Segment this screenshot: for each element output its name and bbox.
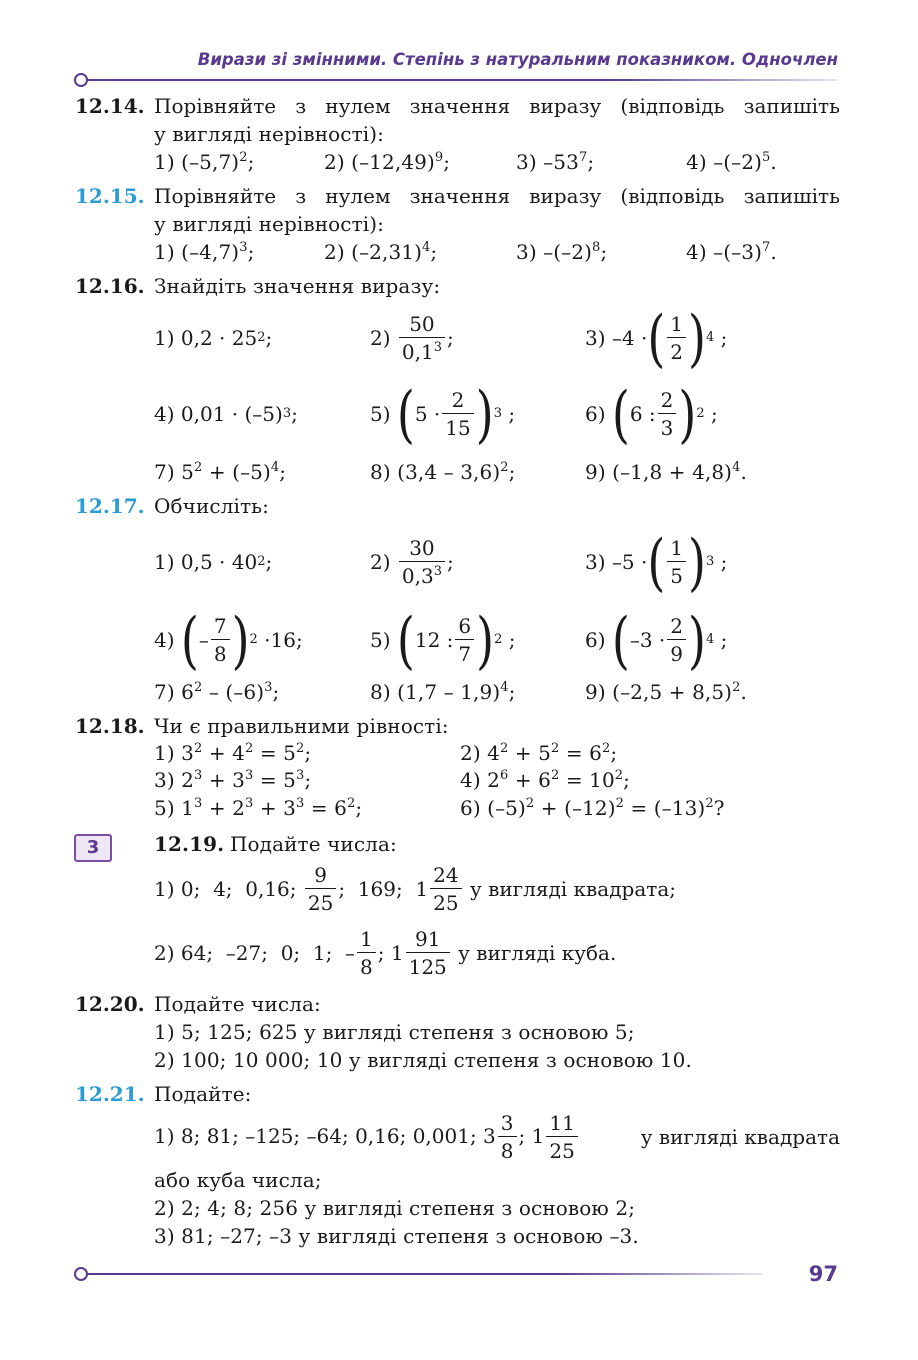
expression: 8) (3,4 – 3,6)$^2$; (370, 460, 516, 484)
expression: 2) 50 $0,1^3$ ; (370, 311, 454, 364)
problem-number: 12.14. (75, 94, 145, 118)
expression: 7) $6^2 - (-6)^3$; (154, 680, 280, 704)
problem-text: Подайте числа: (154, 992, 321, 1016)
footer-rule (82, 1273, 762, 1275)
task-line: або куба числа; (154, 1168, 322, 1192)
answer-option: 4) $-(-2)^5$. (686, 150, 777, 174)
task-line: 2) 2; 4; 8; 256 у вигляді степеня з основою 2; (154, 1196, 636, 1220)
expression: 3) –4 · ( 1 2 ) 4 ; (585, 301, 728, 375)
equality: 5) $1^3 + 2^3 + 3^3 = 6^2$; (154, 796, 363, 820)
equality: 2) $4^2 + 5^2 = 6^2$; (460, 741, 618, 765)
expression: 8) (1,7 – 1,9)$^4$; (370, 680, 516, 704)
tail-text: у вигляді квадрата (640, 1125, 840, 1149)
page-number: 97 (808, 1262, 838, 1286)
equality: 6) $(-5)^2 + (-12)^2 = (-13)^2$? (460, 796, 725, 820)
expression: 9) $(-2,5 + 8,5)^2$. (585, 680, 747, 704)
expression: 7) $5^2 + (-5)^4$; (154, 460, 287, 484)
problem-number: 12.15. (75, 184, 145, 208)
answer-option: 3) $-53^7$; (516, 150, 595, 174)
expression: 6) ( –3 · 2 9 ) 4 ; (585, 603, 728, 677)
expression: 4) ( – 7 8 ) 2 ·16; (154, 603, 303, 677)
running-header: Вирази зі змінними. Степінь з натуральним показником. Одночлен (197, 50, 838, 69)
expression: 3) –5 · ( 1 5 ) 3 ; (585, 525, 728, 599)
task-line: 2) 100; 10 000; 10 у вигляді степеня з основою 10. (154, 1048, 692, 1072)
answer-option: 4) $-(-3)^7$. (686, 240, 777, 264)
equality: 1) $3^2 + 4^2 = 5^2$; (154, 741, 312, 765)
tail-text: у вигляді куба. (458, 941, 617, 965)
expression: 1) 0,2 · 25 2 ; (154, 326, 273, 350)
answer-option: 3) $-(-2)^8$; (516, 240, 608, 264)
header-rule-ring (74, 73, 88, 87)
task-line: 1) 5; 125; 625 у вигляді степеня з основою 5; (154, 1020, 635, 1044)
expression: 2) 64; –27; 0; 1; – 1 8 ; 1 91 125 у вигляді куба. (154, 926, 617, 979)
problem-text: Подайте числа: (230, 832, 397, 856)
problem-text: Знайдіть значення виразу: (154, 274, 441, 298)
problem-text: Порівняйте з нулем значення виразу (відповідь запишіть (154, 94, 840, 118)
equality: 4) $2^6 + 6^2 = 10^2$; (460, 768, 631, 792)
expression: 5) ( 12 : 6 7 ) 2 ; (370, 603, 516, 677)
difficulty-level-badge: 3 (74, 834, 112, 862)
problem-number: 12.16. (75, 274, 145, 298)
footer-rule-ring (74, 1267, 88, 1281)
expression: 9) $(-1,8 + 4,8)^4$. (585, 460, 747, 484)
problem-number: 12.17. (75, 494, 145, 518)
expression: 6) ( 6 : 2 3 ) 2 ; (585, 377, 718, 451)
equality: 3) $2^3 + 3^3 = 5^3$; (154, 768, 312, 792)
tail-text: у вигляді квадрата; (469, 877, 676, 901)
expression: 1) 0; 4; 0,16; 9 25 ; 169; 1 24 25 у вигляді квадрата; (154, 862, 676, 915)
answer-option: 2) $(-12,49)^9$; (324, 150, 451, 174)
expression: 4) 0,01 · (–5) 3 ; (154, 402, 298, 426)
problem-number: 12.21. (75, 1082, 145, 1106)
problem-text: Подайте: (154, 1082, 252, 1106)
problem-text: Чи є правильними рівності: (154, 714, 449, 738)
expression: 5) ( 5 · 2 15 ) 3 ; (370, 377, 516, 451)
problem-text: Порівняйте з нулем значення виразу (відповідь запишіть (154, 184, 840, 208)
problem-number: 12.19. (154, 832, 225, 856)
expression: 2) 30 $0,3^3$ ; (370, 535, 454, 588)
expression: 1) 0,5 · 40 2 ; (154, 550, 273, 574)
expression: 1) 8; 81; –125; –64; 0,16; 0,001; 3 $\frac{3}{8}$ ; 1 $\frac{11}{25}$ у вигляді квадрата (154, 1110, 840, 1163)
answer-option: 1) $(-4,7)^3$; (154, 240, 255, 264)
header-rule (82, 79, 838, 81)
problem-text: Обчисліть: (154, 494, 269, 518)
problem-number: 12.18. (75, 714, 145, 738)
task-line: 3) 81; –27; –3 у вигляді степеня з основою –3. (154, 1224, 639, 1248)
problem-text: у вигляді нерівності): (154, 212, 384, 236)
answer-option: 2) $(-2,31)^4$; (324, 240, 438, 264)
problem-number: 12.20. (75, 992, 145, 1016)
problem-text: у вигляді нерівності): (154, 122, 384, 146)
answer-option: 1) $(-5,7)^2$; (154, 150, 255, 174)
